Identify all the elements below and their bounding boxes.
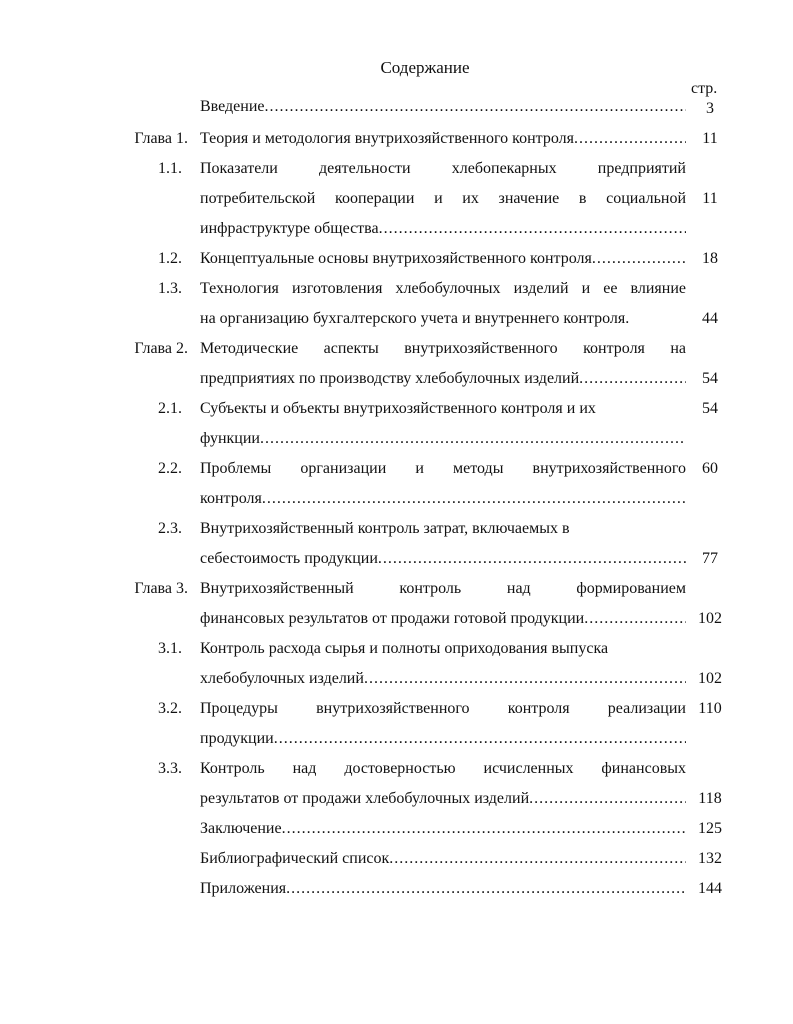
toc-entry-label: 3.1.: [158, 640, 182, 657]
toc-entry-label: 2.1.: [158, 400, 182, 417]
dot-leader: [592, 247, 686, 271]
toc-entry-title: результатов от продажи хлебобулочных изделий: [200, 790, 530, 807]
toc-entry-title: Концептуальные основы внутрихозяйственного контроля: [200, 250, 592, 267]
toc-entry-section-1-1[interactable]: Показатели деятельности хлебопекарных предприятий: [200, 160, 686, 177]
toc-entry-page: 11: [702, 190, 718, 207]
toc-entry-line: [200, 427, 686, 451]
toc-entry-page: 118: [698, 790, 722, 807]
toc-entry-page: 77: [702, 550, 718, 567]
toc-entry-page: 3: [706, 100, 714, 117]
toc-entry-page: 102: [698, 670, 722, 687]
toc-entry-title: Теория и методология внутрихозяйственного контроля: [200, 130, 574, 147]
toc-entry-line: потребительской кооперации и их значение в социальной: [200, 190, 686, 207]
dot-leader: [262, 487, 686, 511]
toc-entry-conclusion[interactable]: [200, 817, 686, 841]
dot-leader: [378, 547, 686, 571]
toc-entry-label: 1.3.: [158, 280, 182, 297]
toc-entry-label: Глава 2.: [134, 340, 188, 357]
dot-leader: [260, 427, 686, 451]
page-column-label: стр.: [691, 80, 718, 97]
toc-entry-bibliography[interactable]: [200, 847, 686, 871]
toc-entry-page: 102: [698, 610, 722, 627]
toc-entry-label: Глава 3.: [134, 580, 188, 597]
toc-entry-title: хлебобулочных изделий: [200, 670, 364, 687]
toc-entry-label: 1.1.: [158, 160, 182, 177]
dot-leader: [574, 127, 686, 151]
toc-entry-intro[interactable]: [200, 95, 686, 119]
dot-leader: [286, 877, 686, 901]
toc-entry-chapter-1[interactable]: [200, 127, 686, 151]
toc-entry-title: функции: [200, 430, 260, 447]
toc-entry-page: 44: [702, 310, 718, 327]
toc-entry-page: 144: [698, 880, 722, 897]
toc-entry-label: 2.2.: [158, 460, 182, 477]
page-title: Содержание: [380, 58, 470, 77]
toc-entry-title: инфраструктуре общества: [200, 220, 379, 237]
toc-entry-title: Приложения: [200, 880, 287, 897]
toc-entry-title: контроля: [200, 490, 262, 507]
dot-leader: [364, 667, 686, 691]
toc-entry-page: 125: [698, 820, 722, 837]
toc-entry-section-2-3[interactable]: Внутрихозяйственный контроль затрат, включаемых в: [200, 520, 570, 537]
toc-entry-title: Библиографический список: [200, 850, 390, 867]
toc-entry-page: 110: [698, 700, 722, 717]
toc-entry-title: себестоимость продукции: [200, 550, 378, 567]
toc-entry-line: [200, 367, 686, 391]
dot-leader: [282, 817, 686, 841]
toc-entry-chapter-2[interactable]: Методические аспекты внутрихозяйственного контроля на: [200, 340, 686, 357]
toc-entry-section-1-3[interactable]: Технология изготовления хлебобулочных изделий и ее влияние: [200, 280, 686, 297]
toc-entry-section-3-1[interactable]: Контроль расхода сырья и полноты оприходования выпуска: [200, 640, 609, 657]
dot-leader: [379, 217, 686, 241]
toc-entry-appendices[interactable]: [200, 877, 686, 901]
dot-leader: [529, 787, 686, 811]
dot-leader: [265, 95, 687, 119]
toc-entry-page: 11: [702, 130, 718, 147]
dot-leader: [584, 607, 686, 631]
toc-entry-page: 54: [702, 370, 718, 387]
toc-entry-label: Глава 1.: [134, 130, 188, 147]
toc-entry-line: [200, 217, 686, 241]
toc-entry-page: 18: [702, 250, 718, 267]
toc-entry-page: 132: [698, 850, 722, 867]
toc-entry-line: [200, 607, 686, 631]
toc-entry-line: на организацию бухгалтерского учета и внутреннего контроля.: [200, 310, 630, 327]
toc-entry-title: продукции: [200, 730, 274, 747]
toc-entry-section-3-2[interactable]: Процедуры внутрихозяйственного контроля реализации: [200, 700, 686, 717]
toc-entry-line: [200, 667, 686, 691]
toc-entry-label: 3.2.: [158, 700, 182, 717]
toc-entry-title: финансовых результатов от продажи готовой продукции: [200, 610, 585, 627]
toc-entry-page: 60: [702, 460, 718, 477]
toc-entry-title: Введение: [200, 98, 265, 115]
toc-entry-line: [200, 787, 686, 811]
toc-entry-line: [200, 727, 686, 751]
toc-entry-line: [200, 487, 686, 511]
dot-leader: [389, 847, 686, 871]
toc-entry-section-3-3[interactable]: Контроль над достоверностью исчисленных финансовых: [200, 760, 686, 777]
toc-entry-title: предприятиях по производству хлебобулочных изделий: [200, 370, 580, 387]
dot-leader: [579, 367, 686, 391]
toc-entry-section-2-1[interactable]: Субъекты и объекты внутрихозяйственного контроля и их: [200, 400, 596, 417]
toc-entry-label: 2.3.: [158, 520, 182, 537]
toc-entry-label: 3.3.: [158, 760, 182, 777]
toc-entry-chapter-3[interactable]: Внутрихозяйственный контроль над формированием: [200, 580, 686, 597]
toc-entry-page: 54: [702, 400, 718, 417]
toc-entry-line: [200, 547, 686, 571]
toc-entry-label: 1.2.: [158, 250, 182, 267]
toc-entry-section-2-2[interactable]: Проблемы организации и методы внутрихозяйственного: [200, 460, 686, 477]
toc-entry-title: Заключение: [200, 820, 282, 837]
dot-leader: [274, 727, 686, 751]
toc-entry-section-1-2[interactable]: [200, 247, 686, 271]
